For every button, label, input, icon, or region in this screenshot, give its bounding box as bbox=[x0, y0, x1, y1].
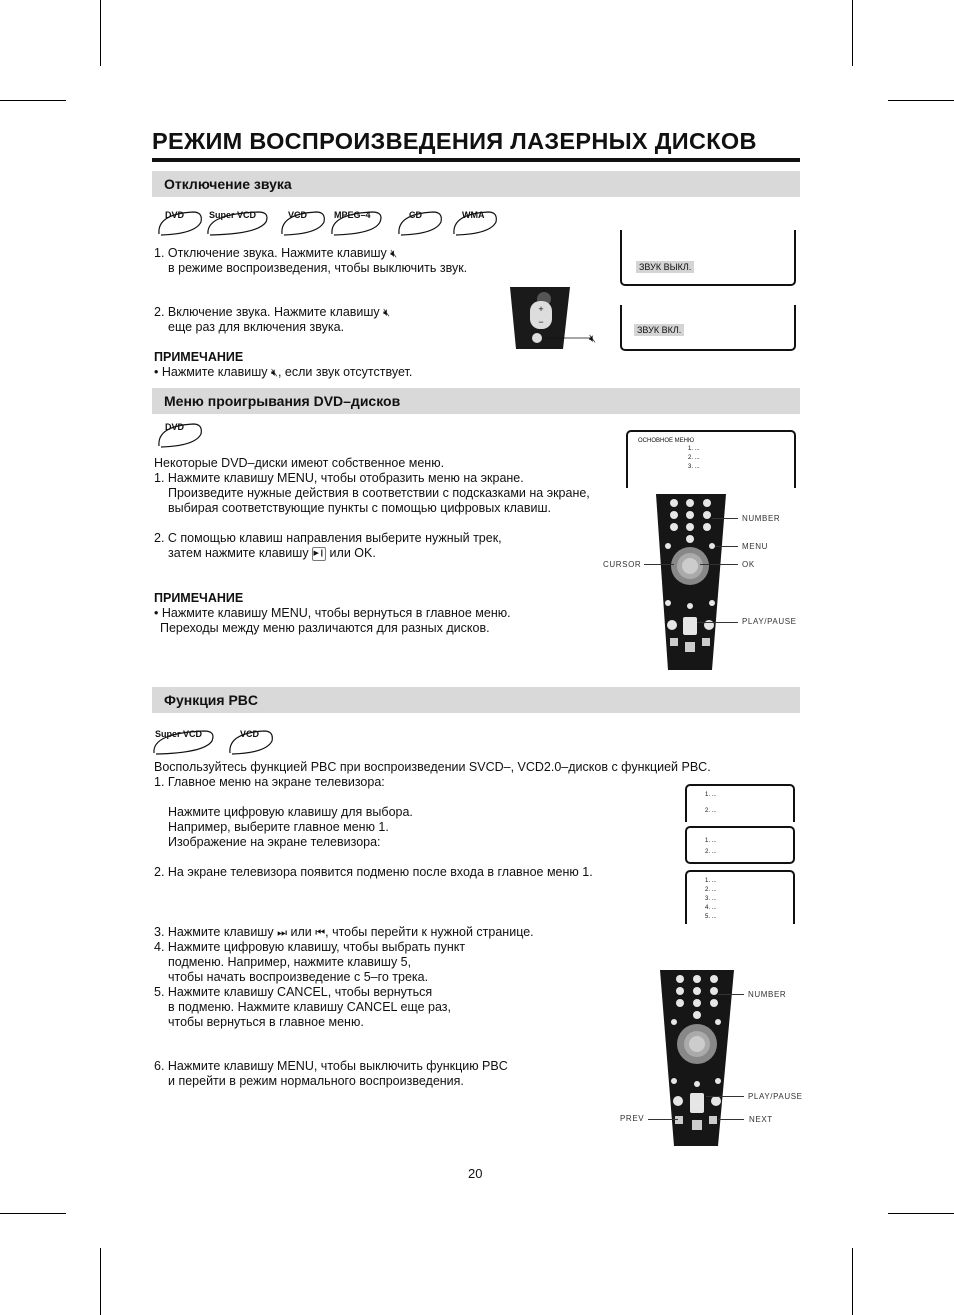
next-icon: ⏭︎ bbox=[277, 927, 287, 939]
crop-mark bbox=[100, 0, 101, 66]
pbc-text: Нажмите цифровую клавишу для выбора. bbox=[168, 805, 413, 819]
note-title: ПРИМЕЧАНИЕ bbox=[154, 591, 244, 605]
callout-line bbox=[718, 1119, 744, 1120]
callout-line bbox=[697, 622, 738, 623]
disc-badge: CD bbox=[395, 208, 447, 238]
mute-icon: 🔇︎ bbox=[271, 367, 278, 379]
section-title: Отключение звука bbox=[164, 176, 292, 192]
dvd-note: • Нажмите клавишу MENU, чтобы вернуться в главное меню. bbox=[154, 606, 511, 620]
callout-line bbox=[644, 564, 674, 565]
dvd-text: 2. С помощью клавиш направления выберите нужный трек, bbox=[154, 531, 502, 545]
label-cursor: CURSOR bbox=[603, 560, 642, 569]
disc-badge: Super VCD bbox=[150, 727, 220, 757]
mute-step1: 1. Отключение звука. Нажмите клавишу 🔇︎ bbox=[154, 246, 398, 260]
disc-badge: VCD bbox=[226, 727, 278, 757]
pbc-text: в подменю. Нажмите клавишу CANCEL еще раз, bbox=[168, 1000, 451, 1014]
pbc-text: 1. Главное меню на экране телевизора: bbox=[154, 775, 385, 789]
play-pause-icon: ▶❙ bbox=[312, 547, 326, 561]
pbc-text: и перейти в режим нормального воспроизведения. bbox=[168, 1074, 464, 1088]
crop-mark bbox=[888, 1213, 954, 1214]
note-title: ПРИМЕЧАНИЕ bbox=[154, 350, 244, 364]
tv-screen-dvd-menu: ОСНОВНОЕ МЕНЮ 1. ... 2. ... 3. ... bbox=[626, 430, 796, 488]
pbc-text: чтобы начать воспроизведение с 5–го трека. bbox=[168, 970, 429, 984]
svg-text:−: − bbox=[538, 317, 544, 327]
pbc-text: подменю. Например, нажмите клавишу 5, bbox=[168, 955, 412, 969]
crop-mark bbox=[852, 1248, 853, 1315]
tv-screen-pbc-submenu: 1. ... 2. ... 3. ... 4. ... 5. ... bbox=[685, 870, 795, 924]
mute-note: • Нажмите клавишу 🔇︎, если звук отсутствует. bbox=[154, 365, 413, 379]
label-number: NUMBER bbox=[748, 990, 787, 999]
callout-line bbox=[718, 994, 744, 995]
label-play-pause: PLAY/PAUSE bbox=[742, 617, 797, 626]
pbc-text: 3. Нажмите клавишу ⏭︎ или ⏮︎, чтобы перейти к нужной странице. bbox=[154, 925, 534, 939]
disc-badge: DVD bbox=[155, 208, 207, 238]
disc-badge: MPEG–4 bbox=[328, 208, 388, 238]
remote-control bbox=[654, 492, 728, 672]
svg-text:+: + bbox=[538, 304, 544, 314]
title-rule bbox=[152, 158, 800, 162]
crop-mark bbox=[0, 1213, 66, 1214]
pbc-text: чтобы вернуться в главное меню. bbox=[168, 1015, 364, 1029]
callout-line bbox=[706, 1096, 744, 1097]
pbc-text: 2. На экране телевизора появится подменю после входа в главное меню 1. bbox=[154, 865, 593, 879]
mute-step1-cont: в режиме воспроизведения, чтобы выключить звук. bbox=[168, 261, 468, 275]
mute-icon: 🔇︎ bbox=[390, 248, 398, 260]
section-title: Меню проигрывания DVD–дисков bbox=[164, 393, 401, 409]
label-menu: MENU bbox=[742, 542, 768, 551]
mute-step2-cont: еще раз для включения звука. bbox=[168, 320, 345, 334]
crop-mark bbox=[100, 1248, 101, 1315]
pbc-text: Например, выберите главное меню 1. bbox=[168, 820, 389, 834]
section-header-pbc bbox=[152, 687, 800, 713]
crop-mark bbox=[852, 0, 853, 66]
page-title: РЕЖИМ ВОСПРОИЗВЕДЕНИЯ ЛАЗЕРНЫХ ДИСКОВ bbox=[152, 128, 757, 154]
mute-step2: 2. Включение звука. Нажмите клавишу 🔇︎ bbox=[154, 305, 391, 319]
tv-screen-mute-on: ЗВУК ВКЛ. bbox=[620, 305, 796, 351]
disc-badge: DVD bbox=[155, 420, 207, 450]
tv-screen-mute-off: ЗВУК ВЫКЛ. bbox=[620, 230, 796, 286]
dvd-text: 1. Нажмите клавишу MENU, чтобы отобразить меню на экране. bbox=[154, 471, 524, 485]
pbc-text: Воспользуйтесь функцией PBC при воспроизведении SVCD–, VCD2.0–дисков с функцией PBC. bbox=[154, 760, 711, 774]
dvd-text: Некоторые DVD–диски имеют собственное меню. bbox=[154, 456, 445, 470]
label-ok: OK bbox=[742, 560, 755, 569]
dvd-note: Переходы между меню различаются для разных дисков. bbox=[160, 621, 490, 635]
remote-control bbox=[658, 968, 736, 1148]
callout-line bbox=[715, 546, 738, 547]
crop-mark bbox=[888, 100, 954, 101]
label-number: NUMBER bbox=[742, 514, 781, 523]
disc-badge: VCD bbox=[278, 208, 330, 238]
section-header-dvd-menu bbox=[152, 388, 800, 414]
label-prev: PREV bbox=[620, 1114, 645, 1123]
mute-icon: 🔇︎ bbox=[589, 333, 596, 345]
label-play-pause: PLAY/PAUSE bbox=[748, 1092, 803, 1101]
label-next: NEXT bbox=[749, 1115, 773, 1124]
tv-screen-pbc-select: 1. ... 2. ... bbox=[685, 826, 795, 864]
pbc-text: Изображение на экране телевизора: bbox=[168, 835, 381, 849]
crop-mark bbox=[0, 100, 66, 101]
section-title: Функция PBC bbox=[164, 692, 259, 708]
pbc-text: 4. Нажмите цифровую клавишу, чтобы выбрать пункт bbox=[154, 940, 466, 954]
dvd-text: выбирая соответствующие пункты с помощью цифровых клавиш. bbox=[168, 501, 551, 515]
page-number: 20 bbox=[468, 1166, 483, 1181]
section-header-mute bbox=[152, 171, 800, 197]
callout-line bbox=[712, 518, 738, 519]
disc-badge: WMA bbox=[450, 208, 502, 238]
pbc-text: 5. Нажмите клавишу CANCEL, чтобы вернуться bbox=[154, 985, 433, 999]
dvd-text: Произведите нужные действия в соответствии с подсказками на экране, bbox=[168, 486, 590, 500]
callout-line bbox=[648, 1119, 678, 1120]
disc-badge: Super VCD bbox=[204, 208, 274, 238]
dvd-text: затем нажмите клавишу ▶❙ или OK. bbox=[168, 546, 376, 560]
tv-screen-pbc-main: 1. ... 2. ... bbox=[685, 784, 795, 822]
prev-icon: ⏮︎ bbox=[315, 927, 326, 939]
mute-icon: 🔇︎ bbox=[383, 307, 391, 319]
pbc-text: 6. Нажмите клавишу MENU, чтобы выключить функцию PBC bbox=[154, 1059, 508, 1073]
callout-line bbox=[700, 564, 738, 565]
